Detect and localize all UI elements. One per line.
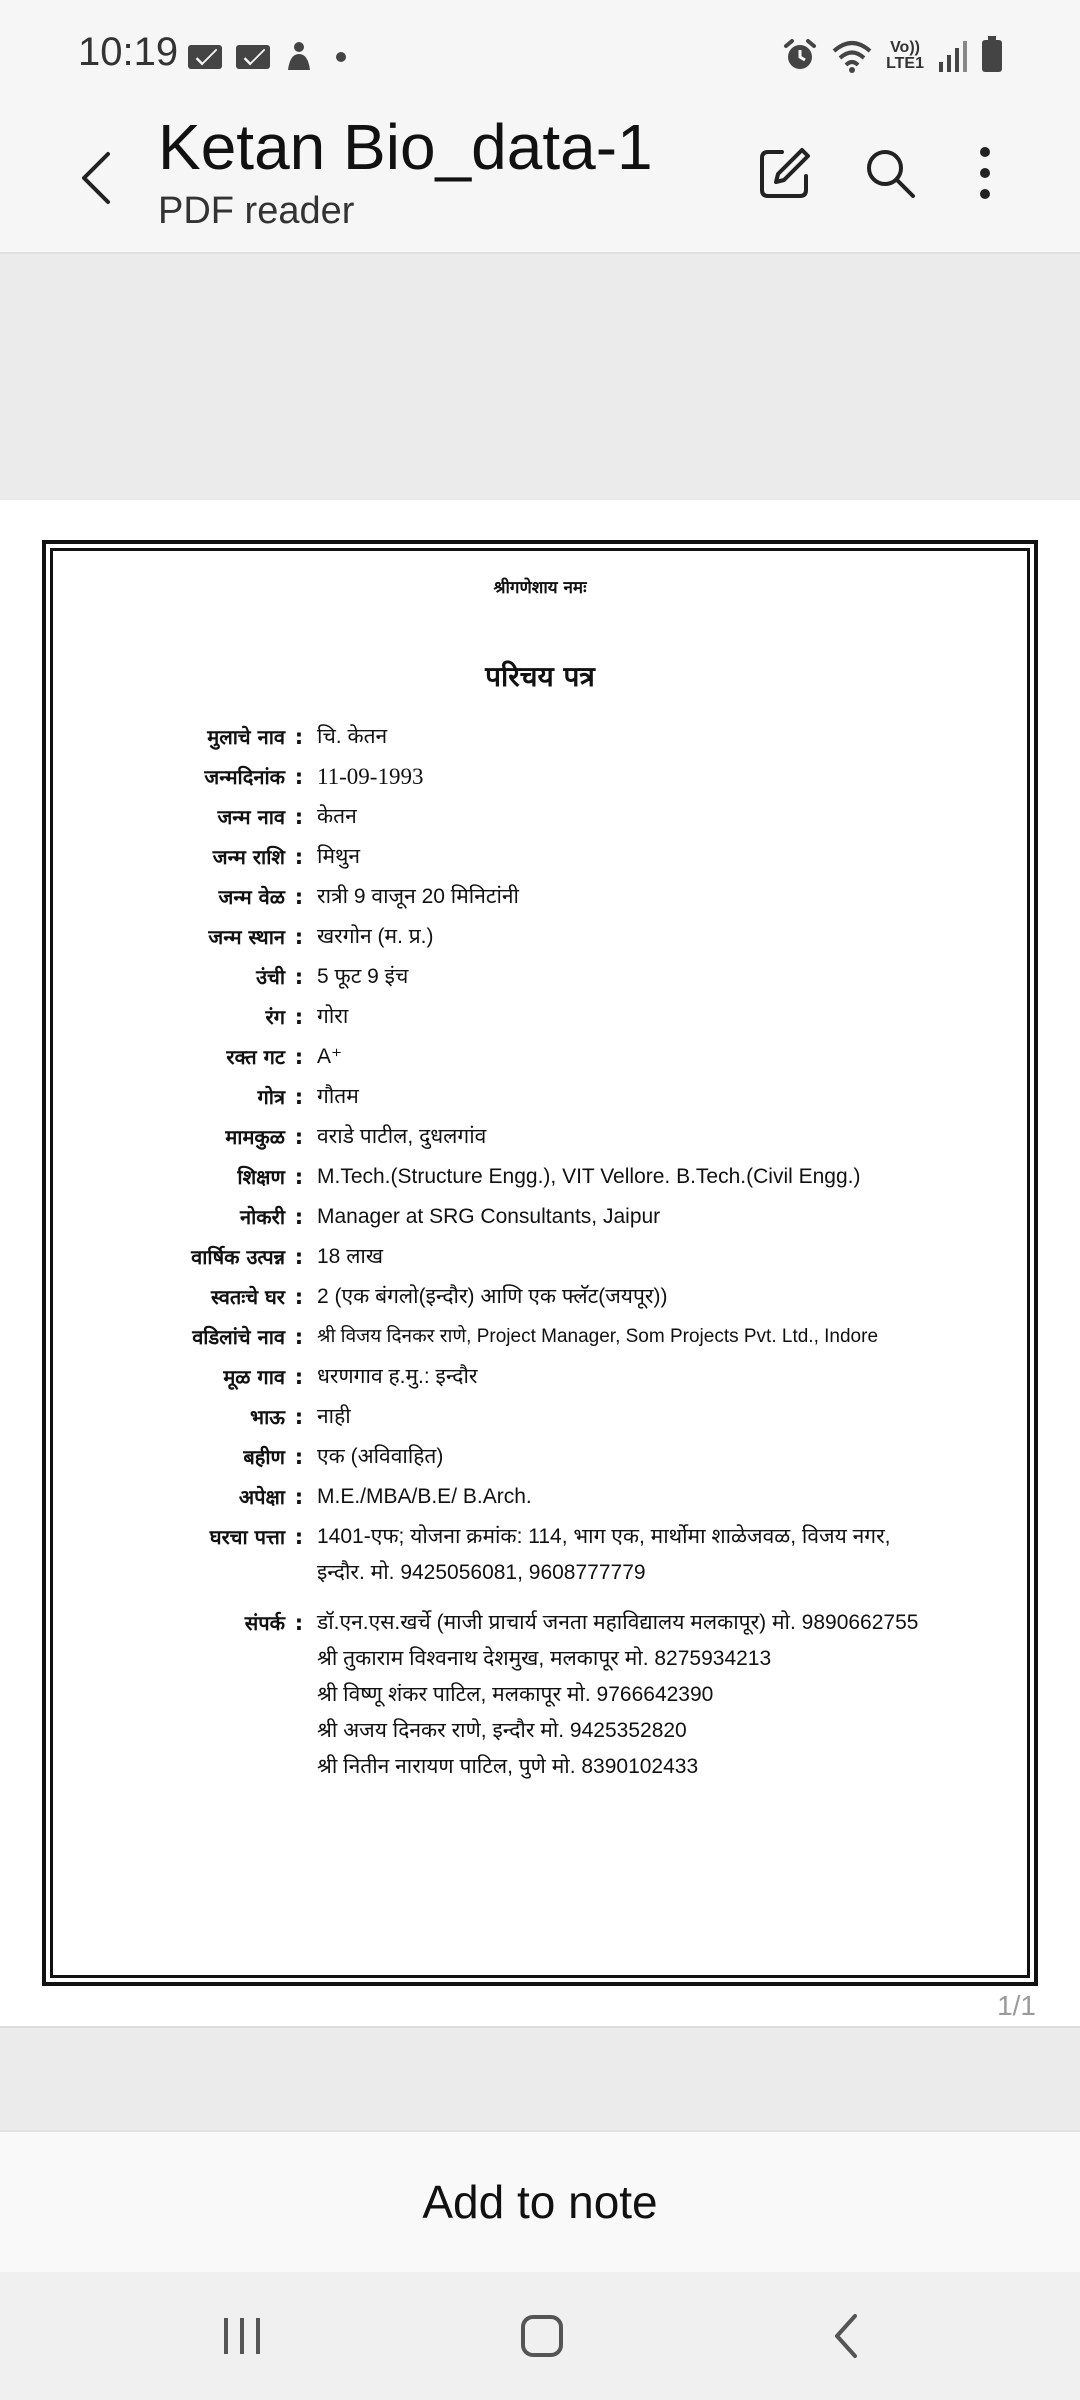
mail-icon bbox=[188, 45, 222, 69]
field-colon: : bbox=[294, 1285, 304, 1309]
system-icons bbox=[782, 38, 1002, 74]
edit-button[interactable] bbox=[750, 138, 820, 208]
viewer-background-bottom bbox=[0, 2026, 1080, 2130]
address-value bbox=[313, 1519, 1027, 1591]
viewer-background-top bbox=[0, 252, 1080, 500]
address-line: इन्दौर. मो. 9425056081, 9608777779 bbox=[317, 1561, 646, 1584]
field-row bbox=[53, 839, 1027, 875]
address-line: 1401-एफ; योजना क्रमांक: 114, भाग एक, मार्थोमा शाळेजवळ, विजय नगर, bbox=[317, 1525, 891, 1548]
contact-line: डॉ.एन.एस.खर्चे (माजी प्राचार्य जनता महाविद्यालय मलकापूर) मो. 9890662755 bbox=[317, 1611, 919, 1634]
field-colon: : bbox=[294, 1611, 304, 1635]
field-colon: : bbox=[294, 1325, 304, 1349]
page-indicator: 1/1 bbox=[997, 1990, 1036, 2021]
field-row bbox=[53, 1199, 1027, 1235]
address-row bbox=[53, 1519, 1027, 1591]
recents-icon bbox=[220, 2314, 264, 2358]
field-row bbox=[53, 919, 1027, 955]
field-label: रंग bbox=[265, 1005, 285, 1029]
field-row bbox=[53, 1239, 1027, 1275]
field-label: मामकुळ bbox=[225, 1125, 285, 1149]
field-row bbox=[53, 1119, 1027, 1155]
home-icon bbox=[518, 2312, 566, 2360]
field-label: घरचा पत्ता bbox=[209, 1525, 285, 1549]
more-icon bbox=[975, 146, 995, 200]
more-notifications-icon bbox=[336, 52, 346, 62]
status-bar bbox=[0, 0, 1080, 110]
page-border bbox=[50, 548, 1030, 1978]
battery-icon bbox=[982, 40, 1002, 72]
field-value: गौतम bbox=[317, 1085, 359, 1108]
field-label: शिक्षण bbox=[237, 1165, 285, 1189]
contact-line: श्री विष्णू शंकर पाटिल, मलकापूर मो. 9766642390 bbox=[317, 1683, 714, 1706]
add-to-note-button[interactable] bbox=[0, 2130, 1080, 2272]
field-label: वार्षिक उत्पन्न bbox=[191, 1245, 285, 1269]
back-button[interactable] bbox=[66, 138, 126, 218]
field-value: 18 लाख bbox=[317, 1245, 384, 1268]
field-colon: : bbox=[294, 1125, 304, 1149]
field-colon: : bbox=[294, 1525, 304, 1549]
status-time: 10:19 bbox=[78, 30, 179, 74]
field-value: चि. केतन bbox=[317, 725, 388, 748]
field-row bbox=[53, 1359, 1027, 1395]
field-colon: : bbox=[294, 925, 304, 949]
field-colon: : bbox=[294, 1445, 304, 1469]
field-label: मूळ गाव bbox=[223, 1365, 285, 1389]
field-colon: : bbox=[294, 845, 304, 869]
field-label: बहीण bbox=[243, 1445, 285, 1469]
notification-icons bbox=[188, 40, 346, 74]
field-label: मुलाचे नाव bbox=[207, 725, 285, 749]
field-row bbox=[53, 1319, 1027, 1355]
field-label: गोत्र bbox=[257, 1085, 285, 1109]
field-value: मिथुन bbox=[317, 845, 361, 868]
pdf-page[interactable] bbox=[42, 540, 1038, 1986]
field-row bbox=[53, 1479, 1027, 1515]
field-label: जन्म नाव bbox=[217, 805, 285, 829]
field-row bbox=[53, 1439, 1027, 1475]
field-colon: : bbox=[294, 1205, 304, 1229]
document-subtitle: PDF reader bbox=[158, 190, 355, 232]
field-value: 11-09-1993 bbox=[317, 764, 424, 789]
field-value: एक (अविवाहित) bbox=[317, 1445, 444, 1468]
field-row bbox=[53, 1039, 1027, 1075]
field-colon: : bbox=[294, 1485, 304, 1509]
field-value: 2 (एक बंगलो(इन्दौर) आणि एक फ्लॅट(जयपूर)) bbox=[317, 1285, 668, 1308]
edit-icon bbox=[758, 146, 812, 200]
field-colon: : bbox=[294, 1365, 304, 1389]
signal-icon bbox=[938, 40, 968, 72]
field-label: रक्त गट bbox=[226, 1045, 285, 1069]
alarm-icon bbox=[782, 38, 818, 74]
field-colon: : bbox=[294, 965, 304, 989]
search-icon bbox=[863, 146, 917, 200]
recents-button[interactable] bbox=[202, 2300, 282, 2372]
field-row bbox=[53, 1159, 1027, 1195]
field-row bbox=[53, 1279, 1027, 1315]
field-value: 5 फूट 9 इंच bbox=[317, 965, 409, 988]
field-value: A⁺ bbox=[317, 1045, 343, 1068]
field-label: अपेक्षा bbox=[238, 1485, 285, 1509]
field-label: स्वतःचे घर bbox=[210, 1285, 285, 1309]
field-colon: : bbox=[294, 805, 304, 829]
field-label: उंची bbox=[256, 965, 285, 989]
field-row bbox=[53, 959, 1027, 995]
field-row bbox=[53, 799, 1027, 835]
field-row bbox=[53, 1399, 1027, 1435]
field-row bbox=[53, 1079, 1027, 1115]
home-button[interactable] bbox=[502, 2300, 582, 2372]
back-nav-icon bbox=[829, 2312, 863, 2360]
field-value: श्री विजय दिनकर राणे, Project Manager, Som Projects Pvt. Ltd., Indore bbox=[317, 1326, 879, 1347]
contact-line: श्री अजय दिनकर राणे, इन्दौर मो. 9425352820 bbox=[317, 1719, 687, 1742]
field-value: केतन bbox=[317, 805, 357, 828]
field-value: खरगोन (म. प्र.) bbox=[317, 925, 434, 948]
network-type-label bbox=[886, 40, 924, 72]
more-options-button[interactable] bbox=[950, 138, 1020, 208]
system-back-button[interactable] bbox=[806, 2300, 886, 2372]
search-button[interactable] bbox=[855, 138, 925, 208]
contact-line: श्री नितीन नारायण पाटिल, पुणे मो. 8390102433 bbox=[317, 1755, 699, 1778]
contact-line: श्री तुकाराम विश्वनाथ देशमुख, मलकापूर मो. 8275934213 bbox=[317, 1647, 772, 1670]
field-row bbox=[53, 759, 1027, 795]
field-value: M.Tech.(Structure Engg.), VIT Vellore. B.Tech.(Civil Engg.) bbox=[317, 1165, 861, 1188]
field-label: वडिलांचे नाव bbox=[192, 1325, 285, 1349]
field-label: जन्म वेळ bbox=[218, 885, 285, 909]
field-row bbox=[53, 879, 1027, 915]
mail-icon bbox=[236, 45, 270, 69]
field-label: संपर्क bbox=[244, 1611, 285, 1635]
field-value: वराडे पाटील, दुधलगांव bbox=[317, 1125, 487, 1148]
biodata-heading: परिचय पत्र bbox=[485, 660, 595, 693]
document-title: Ketan Bio_data-1 bbox=[158, 111, 653, 183]
contact-row bbox=[53, 1605, 1027, 1785]
contact-value bbox=[313, 1605, 1027, 1785]
invocation-text: श्रीगणेशाय नमः bbox=[493, 578, 587, 598]
field-label: नोकरी bbox=[240, 1205, 285, 1229]
app-header bbox=[0, 110, 1080, 252]
field-label: जन्म राशि bbox=[212, 845, 285, 869]
back-icon bbox=[76, 148, 116, 208]
field-row bbox=[53, 999, 1027, 1035]
field-row bbox=[53, 719, 1027, 755]
navigation-bar bbox=[0, 2272, 1080, 2400]
field-value: गोरा bbox=[317, 1005, 349, 1028]
field-label: भाऊ bbox=[250, 1405, 285, 1429]
field-value: धरणगाव ह.मु.: इन्दौर bbox=[317, 1365, 478, 1388]
volte-text: Vo)) bbox=[890, 39, 920, 56]
field-colon: : bbox=[294, 1405, 304, 1429]
field-value: रात्री 9 वाजून 20 मिनिटांनी bbox=[317, 885, 519, 908]
field-colon: : bbox=[294, 1085, 304, 1109]
app-notification-icon bbox=[284, 40, 314, 74]
field-label: जन्म स्थान bbox=[208, 925, 285, 949]
field-value: नाही bbox=[317, 1405, 351, 1428]
field-colon: : bbox=[294, 1005, 304, 1029]
field-colon: : bbox=[294, 1245, 304, 1269]
field-value: Manager at SRG Consultants, Jaipur bbox=[317, 1205, 661, 1228]
field-colon: : bbox=[294, 1165, 304, 1189]
field-colon: : bbox=[294, 1045, 304, 1069]
field-colon: : bbox=[294, 885, 304, 909]
add-to-note-label: Add to note bbox=[422, 2176, 658, 2228]
wifi-icon bbox=[832, 39, 872, 73]
field-label: जन्मदिनांक bbox=[204, 765, 285, 789]
field-colon: : bbox=[294, 765, 304, 789]
field-colon: : bbox=[294, 725, 304, 749]
lte-text: LTE1 bbox=[886, 55, 924, 72]
field-value: M.E./MBA/B.E/ B.Arch. bbox=[317, 1485, 532, 1508]
